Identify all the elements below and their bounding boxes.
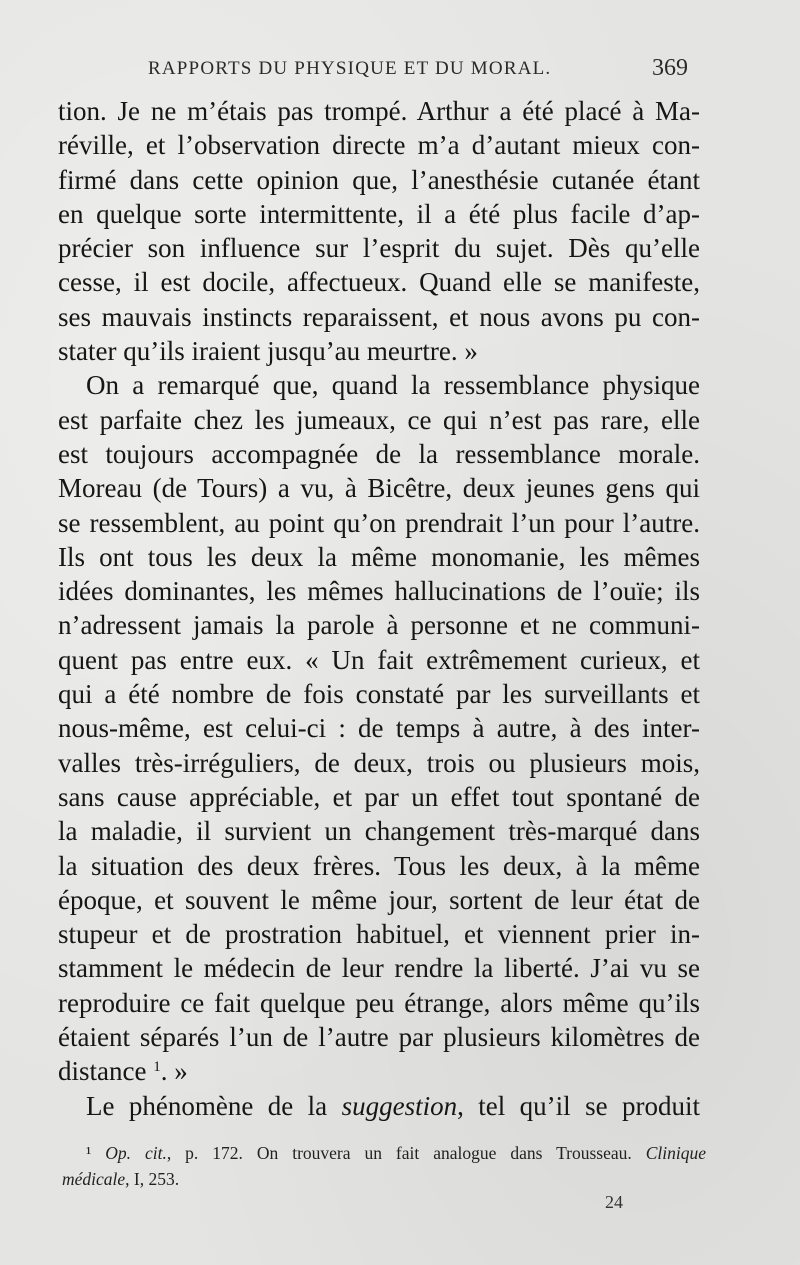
text-line: en quelque sorte intermittente, il a été plus facile d’ap- [58,198,700,229]
page-number: 369 [652,55,688,81]
text-line: qui a été nombre de fois constaté par les surveillants et [58,679,700,710]
text-line: époque, et souvent le même jour, sortent de leur état de [58,884,700,915]
footnote-reference[interactable]: 1 [153,1059,161,1076]
text-line: la maladie, il survient un changement très-marqué dans [58,816,700,847]
footnote-text: , I, 253. [125,1169,180,1189]
text-line: cesse, il est docile, affectueux. Quand elle se manifeste, [58,267,700,298]
footnote-title-cont: médicale [62,1169,126,1189]
paragraph-start-line: On a remarqué que, quand la ressemblance physique [86,370,700,401]
text-line: firmé dans cette opinion que, l’anesthésie cutanée étant [58,164,700,195]
body-text [58,94,700,1123]
footnote-title: Clinique [645,1143,707,1163]
text-line: réville, et l’observation directe m’a d’autant mieux con- [58,130,700,161]
text-line: ses mauvais instincts reparaissent, et nous avons pu con- [58,301,700,332]
text-line: Ils ont tous les deux la même monomanie, les mêmes [58,541,700,572]
footnote-line [62,1140,706,1166]
text-line: sans cause appréciable, et par un effet tout spontané de [58,781,700,812]
closing-quote: . » [160,1056,188,1087]
footnote-source: Op. cit. [105,1143,167,1163]
text-line: stupeur et de prostration habituel, et viennent prier in- [58,919,700,950]
line-start: Le phénomène de la [86,1090,328,1121]
text-line: est parfaite chez les jumeaux, ce qui n’est pas rare, elle [58,404,700,435]
text-line: quent pas entre eux. « Un fait extrêmement curieux, et [58,644,700,675]
text-line: nous-même, est celui-ci : de temps à autre, à des inter- [58,713,700,744]
text-line: précier son influence sur l’esprit du sujet. Dès qu’elle [58,233,700,264]
text-line: se ressemblent, au point qu’on prendrait l’un pour l’autre. [58,507,700,538]
footnote [62,1140,706,1192]
text-line: idées dominantes, les mêmes hallucinations de l’ouïe; ils [58,576,700,607]
paragraph-start-line [58,1089,700,1123]
italic-term-suggestion: suggestion [341,1090,458,1121]
footnote-line [62,1166,706,1192]
line-end: , tel qu’il se produit [457,1090,700,1121]
text-line: stamment le médecin de leur rendre la liberté. J’ai vu se [58,953,700,984]
text-line: la situation des deux frères. Tous les deux, à la même [58,850,700,881]
text-line: valles très-irréguliers, de deux, trois ou plusieurs mois, [58,747,700,778]
text-line: Moreau (de Tours) a vu, à Bicêtre, deux jeunes gens qui [58,473,700,504]
text-line: tion. Je ne m’étais pas trompé. Arthur a été placé à Ma- [58,96,700,126]
signature-mark: 24 [605,1192,623,1212]
footnote-text: , p. 172. On trouvera un fait analogue dans Trousseau. [166,1143,632,1163]
text-line: est toujours accompagnée de la ressemblance morale. [58,438,700,469]
footnote-marker: ¹ [86,1143,92,1163]
paragraph-end-line: stater qu’ils iraient jusqu’au meurtre. » [58,336,478,367]
paragraph-end-line [58,1054,700,1088]
text-line: étaient séparés l’un de l’autre par plusieurs kilomètres de [58,1022,700,1053]
distance-word: distance [58,1056,147,1087]
text-line: n’adressent jamais la parole à personne et ne communi- [58,610,700,641]
text-line: reproduire ce fait quelque peu étrange, alors même qu’ils [58,987,700,1018]
running-head: RAPPORTS DU PHYSIQUE ET DU MORAL. [148,58,552,79]
